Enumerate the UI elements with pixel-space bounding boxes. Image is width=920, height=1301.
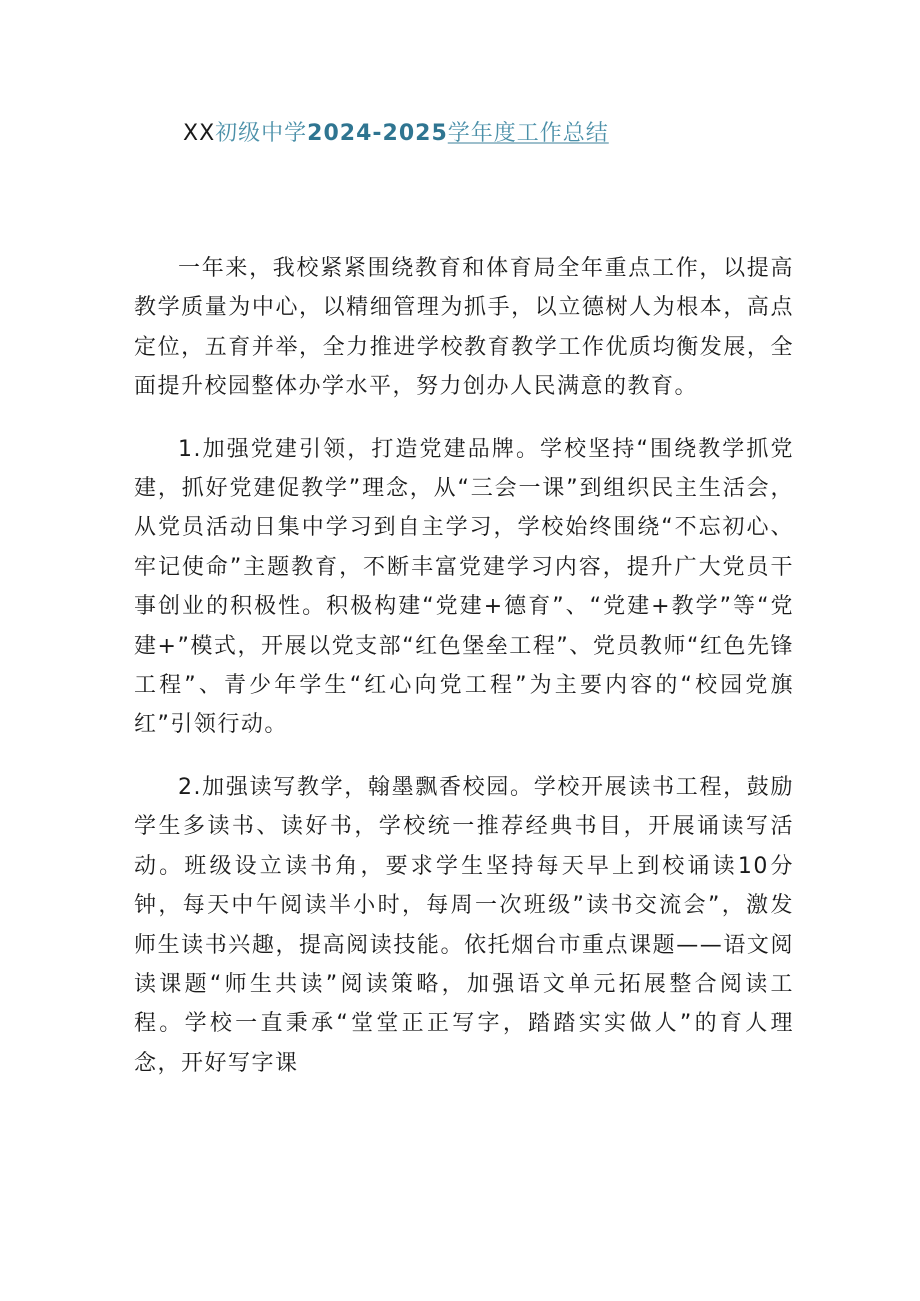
title-school-type: 初级中学 [215,121,308,146]
title-school-prefix: XX [183,121,216,146]
paragraph-party-building: 1.加强党建引领，打造党建品牌。学校坚持“围绕教学抓党建，抓好党建促教学”理念，从“三会一课”到组织民主生活会，从党员活动日集中学习到自主学习，学校始终围绕“不忘初心、牢记使命”主题教育，不断丰富党建学习内容，提升广大党员干事创业的积极性。积极构建“党建+德育”、“党建+教学”等“党建+”模式，开展以党支部“红色堡垒工程”、党员教师“红色先锋工程”、青少年学生“红心向党工程”为主要内容的“校园党旗红”引领行动。 [134,436,794,738]
paragraph-reading-writing: 2.加强读写教学，翰墨飘香校园。学校开展读书工程，鼓励学生多读书、读好书，学校统一推荐经典书目，开展诵读写活动。班级设立读书角，要求学生坚持每天早上到校诵读10分钟，每天中午阅读半小时，每周一次班级”读书交流会”，激发师生读书兴趣，提高阅读技能。依托烟台市重点课题——语文阅读课题“师生共读”阅读策略，加强语文单元拓展整合阅读工程。学校一直秉承“堂堂正正写字，踏踏实实做人”的育人理念，开好写字课 [134,774,794,1076]
paragraph-intro: 一年来，我校紧紧围绕教育和体育局全年重点工作，以提高教学质量为中心，以精细管理为抓手，以立德树人为根本，高点定位，五育并举，全力推进学校教育教学工作优质均衡发展，全面提升校园整体办学水平，努力创办人民满意的教育。 [134,256,794,400]
document-title [183,118,609,150]
title-summary-label: 学年度工作总结 [447,121,609,146]
document-body [134,249,794,1083]
title-academic-years: 2024-2025 [307,121,448,146]
